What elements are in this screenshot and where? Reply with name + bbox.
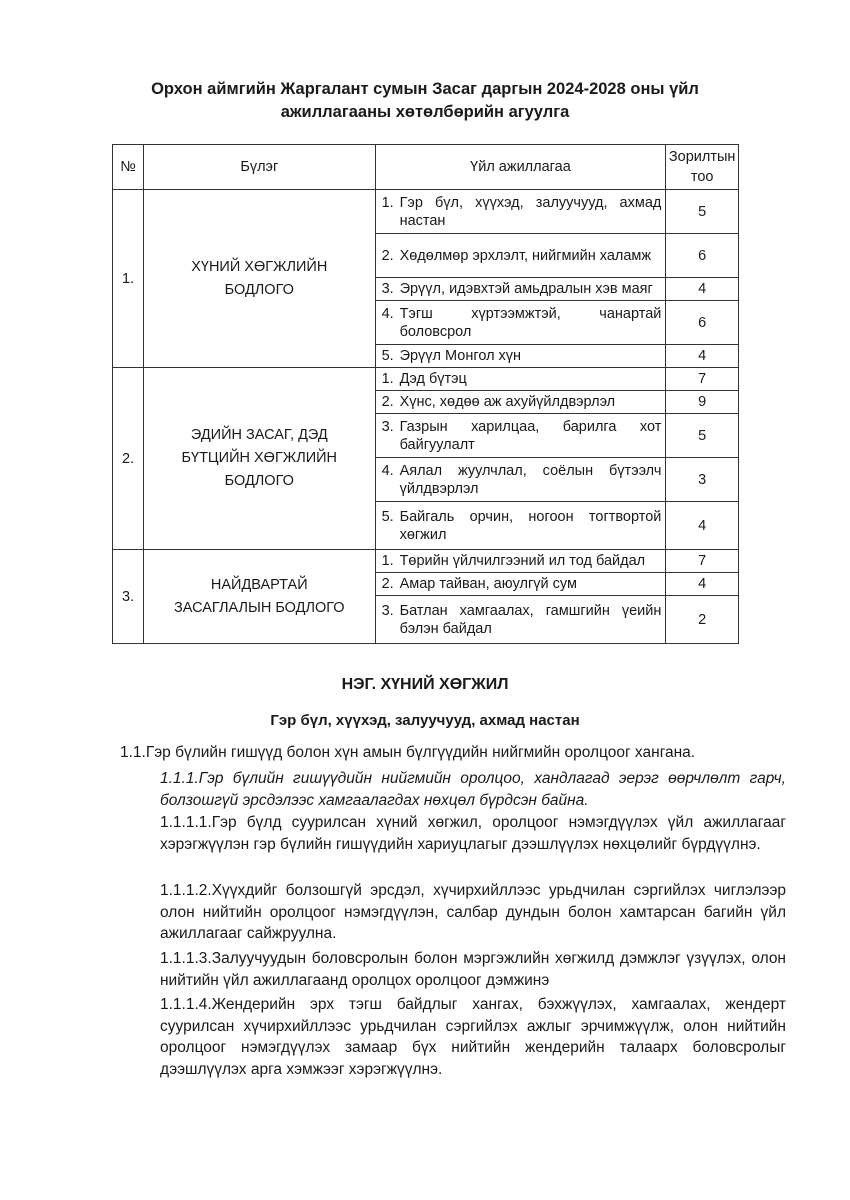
paragraph-1-1-1-1: 1.1.1.1.Гэр бүлд суурилсан хүний хөгжил, оролцоог нэмэгдүүлэх үйл ажиллагааг хэрэгжүүлэн гэр бүлийн гишүүдийн хариуцлагыг дээшлүүлэх нөхцөлийг бүрдүүлнэ. (160, 814, 786, 853)
activity-text: Эрүүл Монгол хүн (399, 348, 522, 364)
activity-number: 5. (381, 508, 394, 525)
count-cell: 4 (666, 502, 739, 550)
activity-text: Амар тайван, аюулгүй сум (399, 576, 577, 592)
activity-number: 4. (381, 462, 394, 479)
header-no: № (113, 145, 144, 190)
activity-number: 2. (381, 394, 394, 410)
activity-cell (375, 391, 666, 414)
count-cell: 4 (666, 573, 739, 596)
count-cell: 2 (666, 596, 739, 644)
group-number: 2. (113, 368, 144, 550)
header-activity: Үйл ажиллагаа (375, 145, 666, 190)
group-section: ХҮНИЙ ХӨГЖЛИЙН БОДЛОГО (143, 190, 375, 368)
activity-number: 3. (381, 602, 394, 619)
count-cell: 6 (666, 234, 739, 278)
title-line-2: ажиллагааны хөтөлбөрийн агуулга (280, 103, 570, 121)
table-header-row (113, 145, 739, 190)
activity-cell (375, 573, 666, 596)
activity-number: 3. (381, 418, 394, 435)
paragraph-1-1-1-4: 1.1.1.4.Жендерийн эрх тэгш байдлыг хангах, бэхжүүлэх, хамгаалах, жендерт суурилсан хүчирхийллээс урьдчилан сэргийлэх ажлыг эрчимжүүлж, олон нийтийн оролцоог нэмэгдүүлэх замаар бүх нийтийн жендерийн талаарх боловсролыг дээшлүүлэх арга хэмжээг хэрэгжүүлнэ. (160, 996, 786, 1078)
activity-cell (375, 234, 666, 278)
activity-text: Хүнс, хөдөө аж ахуйүйлдвэрлэл (399, 394, 616, 410)
count-cell: 5 (666, 190, 739, 234)
activity-text: Газрын харилцаа, барилга хот байгуулалт (399, 418, 662, 453)
count-cell: 6 (666, 301, 739, 345)
group-number: 3. (113, 550, 144, 644)
activity-cell (375, 301, 666, 345)
activity-number: 2. (381, 576, 394, 592)
table-row (113, 190, 739, 234)
count-cell: 3 (666, 458, 739, 502)
activity-cell (375, 458, 666, 502)
activity-text: Хөдөлмөр эрхлэлт, нийгмийн халамж (399, 247, 652, 264)
activity-number: 4. (381, 305, 394, 322)
activity-number: 3. (381, 281, 394, 297)
header-section: Бүлэг (143, 145, 375, 190)
paragraph-1-1: 1.1.Гэр бүлийн гишүүд болон хүн амын бүлгүүдийн нийгмийн оролцоог хангана. (120, 744, 696, 761)
program-table (112, 144, 739, 644)
activity-text: Төрийн үйлчилгээний ил тод байдал (399, 553, 646, 569)
group-number: 1. (113, 190, 144, 368)
activity-text: Байгаль орчин, ногоон тогтвортой хөгжил (399, 508, 662, 543)
count-cell: 7 (666, 368, 739, 391)
activity-text: Аялал жуулчлал, соёлын бүтээлч үйлдвэрлэл (399, 462, 662, 497)
sub-heading: Гэр бүл, хүүхэд, залуучууд, ахмад настан (270, 712, 580, 729)
activity-cell (375, 345, 666, 368)
activity-number: 1. (381, 194, 394, 211)
count-cell: 4 (666, 278, 739, 301)
activity-cell (375, 190, 666, 234)
activity-number: 2. (381, 247, 394, 264)
section-heading: НЭГ. ХҮНИЙ ХӨГЖИЛ (341, 676, 509, 693)
activity-cell (375, 550, 666, 573)
table-row (113, 550, 739, 573)
activity-cell (375, 596, 666, 644)
paragraph-1-1-1: 1.1.1.Гэр бүлийн гишүүдийн нийгмийн оролцоо, хандлагад эерэг өөрчлөлт гарч, болзошгүй эрсдэлээс хамгаалагдах нөхцөл бүрдсэн байна. (160, 770, 786, 809)
activity-text: Гэр бүл, хүүхэд, залуучууд, ахмад настан (399, 194, 662, 229)
activity-number: 1. (381, 553, 394, 569)
paragraph-1-1-1-2: 1.1.1.2.Хүүхдийг болзошгүй эрсдэл, хүчирхийллээс урьдчилан сэргийлэх чиглэлээр олон нийтийн оролцоог нэмэгдүүлэн, салбар дундын болон хамтарсан багийн үйл ажиллагааг сайжруулна. (160, 882, 786, 942)
count-cell: 4 (666, 345, 739, 368)
count-cell: 7 (666, 550, 739, 573)
activity-number: 5. (381, 348, 394, 364)
activity-text: Эрүүл, идэвхтэй амьдралын хэв маяг (399, 281, 653, 297)
page-title (100, 78, 750, 124)
activity-text: Тэгш хүртээмжтэй, чанартай боловсрол (399, 305, 662, 340)
activity-cell (375, 414, 666, 458)
activity-text: Батлан хамгаалах, гамшгийн үеийн бэлэн байдал (399, 602, 662, 637)
activity-cell (375, 368, 666, 391)
group-section: НАЙДВАРТАЙ ЗАСАГЛАЛЫН БОДЛОГО (143, 550, 375, 644)
activity-cell (375, 502, 666, 550)
title-line-1: Орхон аймгийн Жаргалант сумын Засаг даргын 2024-2028 оны үйл (151, 80, 699, 98)
count-cell: 9 (666, 391, 739, 414)
activity-cell (375, 278, 666, 301)
table-row (113, 368, 739, 391)
activity-number: 1. (381, 371, 394, 387)
paragraph-1-1-1-3: 1.1.1.3.Залуучуудын боловсролын болон мэргэжлийн хөгжилд дэмжлэг үзүүлэх, олон нийтийн үйл ажиллагаанд оролцох оролцоог дэмжинэ (160, 950, 786, 989)
activity-text: Дэд бүтэц (399, 371, 467, 387)
header-count: Зорилтын тоо (666, 145, 739, 190)
count-cell: 5 (666, 414, 739, 458)
group-section: ЭДИЙН ЗАСАГ, ДЭД БҮТЦИЙН ХӨГЖЛИЙН БОДЛОГО (143, 368, 375, 550)
